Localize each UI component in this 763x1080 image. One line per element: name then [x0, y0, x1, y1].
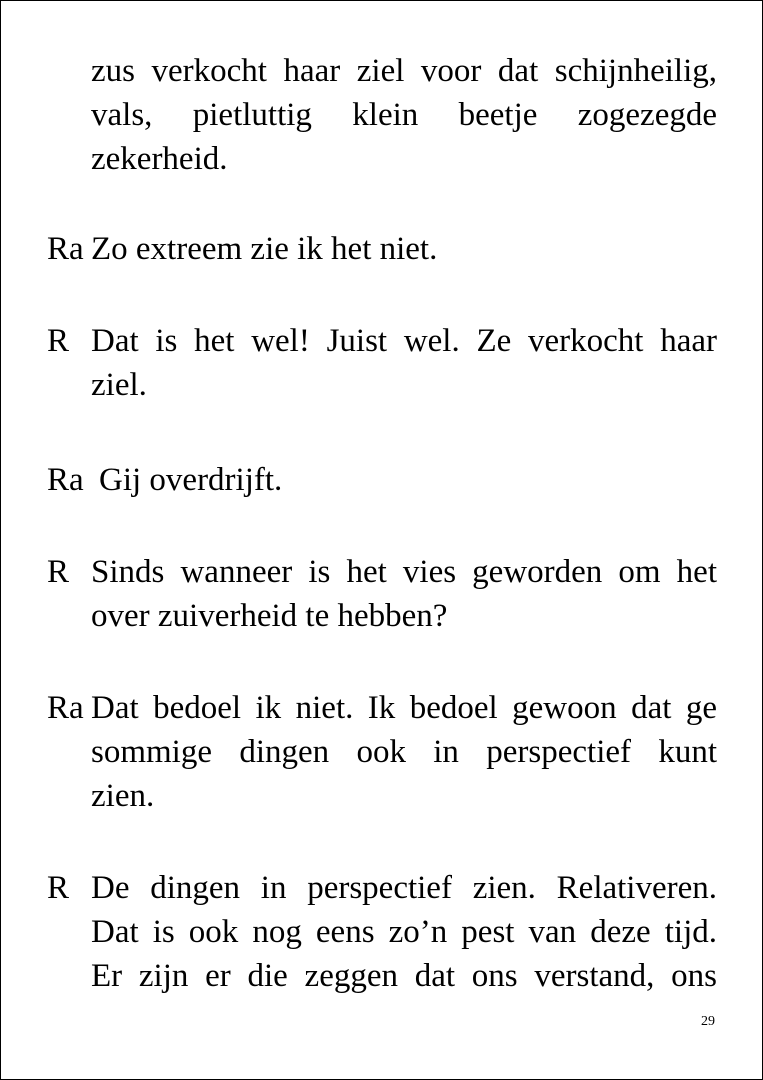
text-line: Dat is het wel! Juist wel. Ze verkocht haar [91, 323, 717, 359]
speaker-label: R [47, 870, 70, 906]
speaker-label: Ra [47, 690, 84, 726]
dialogue-text [99, 458, 725, 502]
text-line: Er zijn er die zeggen dat ons verstand, ons [91, 958, 717, 994]
text-line: zus verkocht haar ziel voor dat schijnheilig, [91, 53, 717, 89]
text-line: Sinds wanneer is het vies geworden om het [91, 554, 717, 590]
text-line: sommige dingen ook in perspectief kunt [91, 734, 717, 770]
text-line: Zo extreem zie ik het niet. [91, 231, 438, 267]
speaker-label: Ra [47, 231, 84, 267]
speaker-label: R [47, 554, 70, 590]
text-line: zekerheid. [91, 141, 228, 177]
dialogue-text [91, 227, 717, 271]
speaker-label: R [47, 323, 70, 359]
text-line: Gij overdrijft. [99, 462, 283, 498]
text-line: zien. [91, 778, 155, 814]
dialogue-text [91, 550, 717, 638]
text-line: vals, pietluttig klein beetje zogezegde [91, 97, 717, 133]
dialogue-text [91, 49, 717, 181]
dialogue-text [91, 866, 717, 998]
text-line: over zuiverheid te hebben? [91, 598, 448, 634]
dialogue-text [91, 686, 717, 818]
text-line: Dat is ook nog eens zo’n pest van deze tijd. [91, 914, 717, 950]
text-line: Dat bedoel ik niet. Ik bedoel gewoon dat ge [91, 690, 717, 726]
speaker-label: Ra [47, 462, 84, 498]
page-number: 29 [701, 1014, 715, 1029]
text-line: De dingen in perspectief zien. Relativeren. [91, 870, 717, 906]
text-line: ziel. [91, 367, 147, 403]
dialogue-text [91, 319, 717, 407]
